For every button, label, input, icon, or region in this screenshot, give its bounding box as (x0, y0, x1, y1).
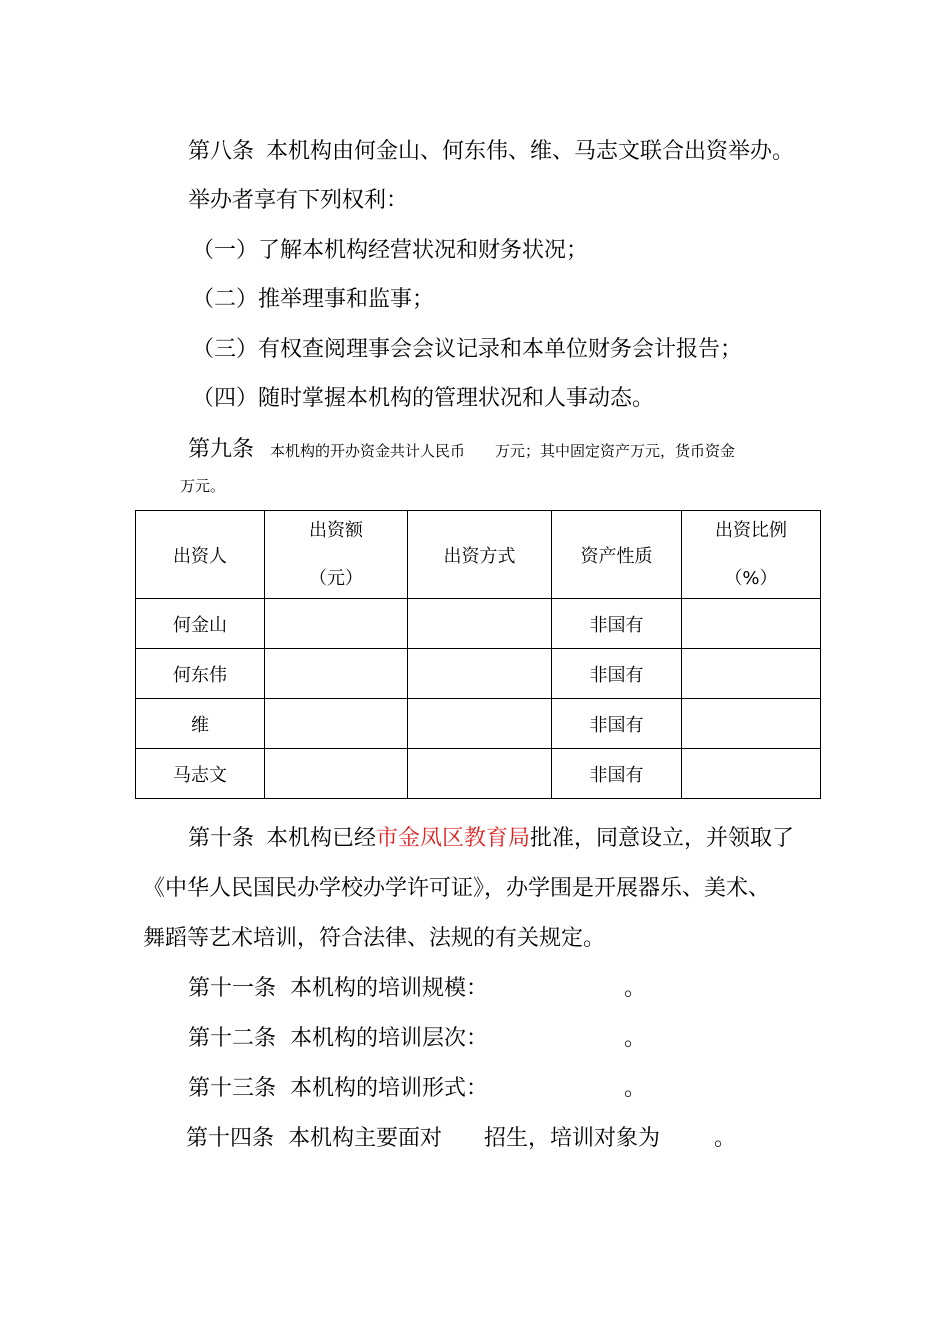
cell-investor: 何东伟 (136, 649, 265, 699)
right-item-3: （三）有权查阅理事会会议记录和本单位财务会计报告； (192, 337, 743, 362)
header-method: 出资方式 (408, 511, 552, 599)
article-8-text: 本机构由何金山、何东伟、维、马志文联合出资举办。 (266, 139, 795, 164)
cell-method (408, 599, 552, 649)
table-row (136, 749, 821, 799)
header-amount (265, 511, 408, 599)
article-13-text: 本机构的培训形式： (290, 1076, 489, 1101)
article-8-title: 第八条 (188, 139, 255, 164)
article-10-text-b: 批准，同意设立，并领取了 (530, 826, 795, 851)
cell-method (408, 649, 552, 699)
cell-ratio (682, 649, 821, 699)
article-12-line (188, 1024, 646, 1054)
article-14-line (186, 1124, 736, 1154)
header-amount-label: 出资额 (309, 519, 363, 541)
cell-nature: 非国有 (552, 599, 682, 649)
cell-method (408, 749, 552, 799)
article-12-end: 。 (624, 1026, 647, 1051)
article-10-line-3: 舞蹈等艺术培训，符合法律、法规的有关规定。 (143, 926, 606, 951)
cell-nature: 非国有 (552, 749, 682, 799)
article-14-text-a: 本机构主要面对 (288, 1126, 443, 1151)
cell-investor: 何金山 (136, 599, 265, 649)
table-row (136, 649, 821, 699)
article-13-title: 第十三条 (188, 1076, 277, 1101)
article-14-title: 第十四条 (186, 1126, 275, 1151)
cell-amount (265, 749, 408, 799)
article-9-line (188, 435, 735, 465)
header-investor: 出资人 (136, 511, 265, 599)
cell-amount (265, 599, 408, 649)
table-row (136, 599, 821, 649)
header-ratio-label: 出资比例 (715, 519, 787, 541)
rights-intro: 举办者享有下列权利： (188, 188, 409, 213)
article-12-title: 第十二条 (188, 1026, 277, 1051)
header-ratio-unit: （%） (724, 567, 778, 589)
article-9-text-c: 万元。 (180, 477, 226, 495)
right-item-4: （四）随时掌握本机构的管理状况和人事动态。 (192, 386, 655, 411)
article-10-text-a: 本机构已经 (266, 826, 377, 851)
article-14-text-b: 招生，培训对象为 (484, 1126, 661, 1151)
cell-ratio (682, 749, 821, 799)
cell-ratio (682, 599, 821, 649)
article-14-end: 。 (714, 1126, 737, 1151)
article-13-end: 。 (624, 1076, 647, 1101)
header-nature: 资产性质 (552, 511, 682, 599)
article-9-text-b: 万元；其中固定资产万元，货币资金 (495, 442, 736, 460)
approval-authority: 市金凤区教育局 (376, 826, 531, 851)
cell-amount (265, 649, 408, 699)
table-row (136, 699, 821, 749)
article-10-title: 第十条 (188, 826, 255, 851)
right-item-2: （二）推举理事和监事； (192, 287, 435, 312)
cell-method (408, 699, 552, 749)
cell-ratio (682, 699, 821, 749)
cell-investor: 马志文 (136, 749, 265, 799)
article-13-line (188, 1074, 646, 1104)
article-9-title: 第九条 (188, 437, 255, 462)
cell-amount (265, 699, 408, 749)
cell-nature: 非国有 (552, 649, 682, 699)
article-10-line-1 (188, 824, 794, 854)
investment-table (135, 510, 821, 799)
cell-investor: 维 (136, 699, 265, 749)
header-amount-unit: （元） (309, 567, 363, 589)
article-11-text: 本机构的培训规模： (290, 976, 489, 1001)
article-10-line-2: 《中华人民国民办学校办学许可证》，办学围是开展器乐、美术、 (143, 876, 771, 901)
article-9-text-a: 本机构的开办资金共计人民币 (270, 442, 466, 460)
article-11-line (188, 974, 646, 1004)
cell-nature: 非国有 (552, 699, 682, 749)
article-8-line (188, 137, 794, 167)
article-11-title: 第十一条 (188, 976, 277, 1001)
header-ratio (682, 511, 821, 599)
article-11-end: 。 (624, 976, 647, 1001)
right-item-1: （一）了解本机构经营状况和财务状况； (192, 238, 589, 263)
table-header-row (136, 511, 821, 599)
article-12-text: 本机构的培训层次： (290, 1026, 489, 1051)
